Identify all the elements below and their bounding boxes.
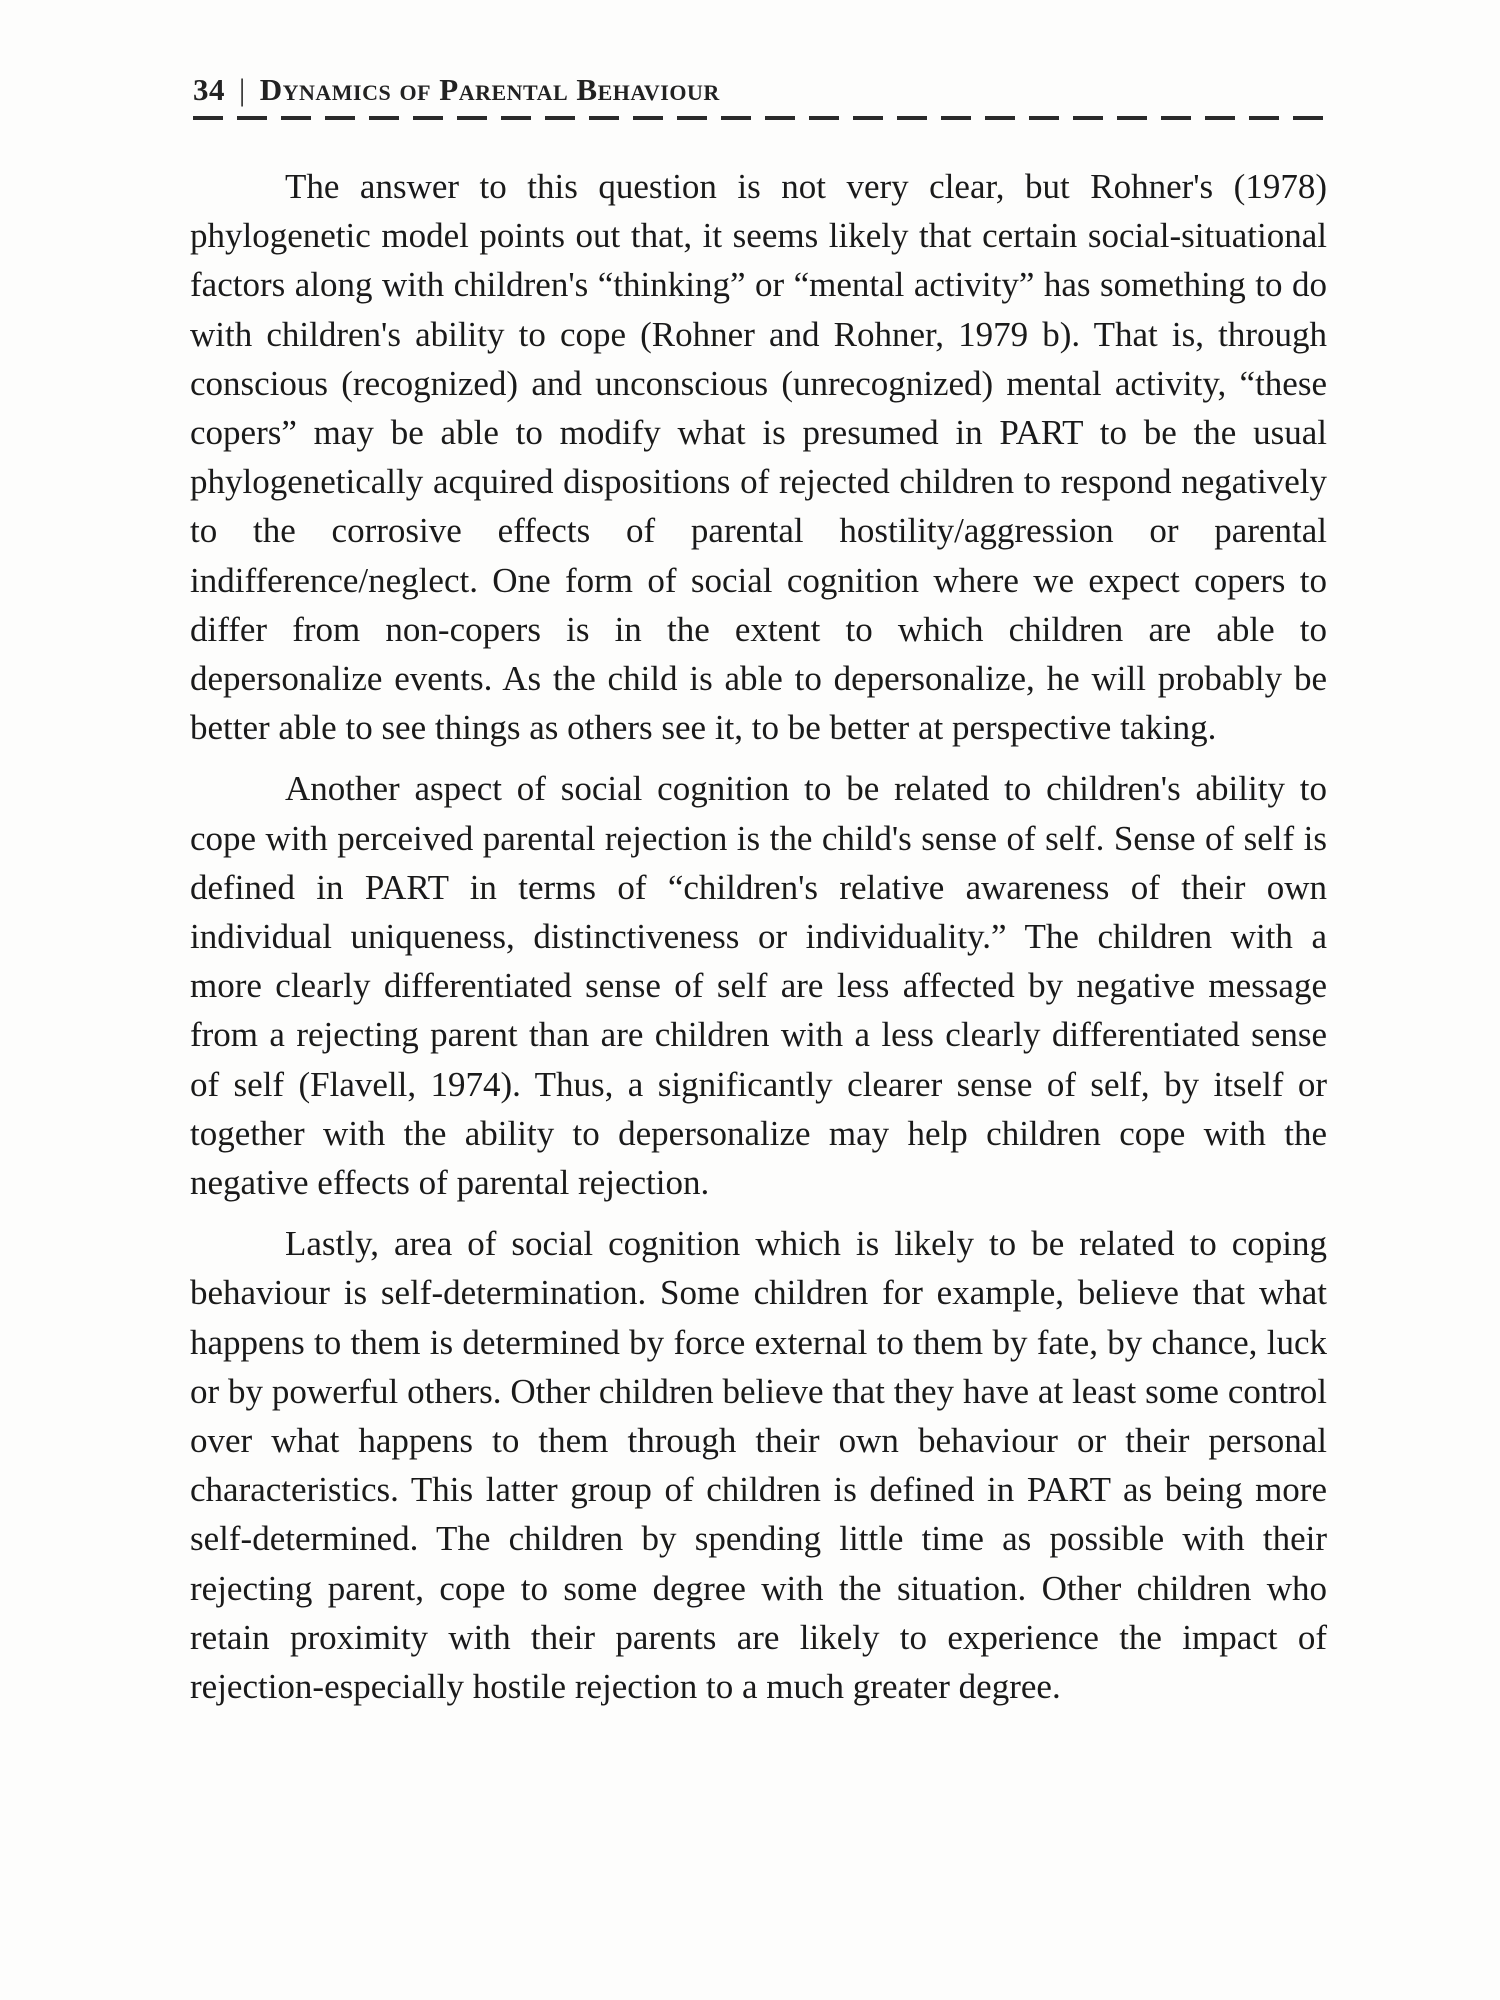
header-dashed-rule	[193, 116, 1325, 120]
paragraph-2: Another aspect of social cognition to be related to children's ability to cope with perceived parental rejection is the child's sense of self. Sense of self is defined in PART in terms of “children's relative awareness of their own individual uniqueness, distinctiveness or individuality.” The children with a more clearly differentiated sense of self are less affected by negative message from a rejecting parent than are children with a less clearly differentiated sense of self (Flavell, 1974). Thus, a significantly clearer sense of self, by itself or together with the ability to depersonalize may help children cope with the negative effects of parental rejection.	[190, 769, 1327, 1203]
header-separator: |	[239, 72, 246, 107]
book-title: Dynamics of Parental Behaviour	[259, 72, 720, 107]
paragraph-1: The answer to this question is not very clear, but Rohner's (1978) phylogenetic model points out that, it seems likely that certain social-situational factors along with children's “thinking” or “mental activity” has something to do with children's ability to cope (Rohner and Rohner, 1979 b). That is, through conscious (recognized) and unconscious (unrecognized) mental activity, “these copers” may be able to modify what is presumed in PART to be the usual phylogenetically acquired dispositions of rejected children to respond negatively to the corrosive effects of parental hostility/aggression or parental indifference/neglect. One form of social cognition where we expect copers to differ from non-copers is in the extent to which children are able to depersonalize events. As the child is able to depersonalize, he will probably be better able to see things as others see it, to be better at perspective taking.	[190, 167, 1327, 748]
paragraph-3: Lastly, area of social cognition which is likely to be related to coping behaviour is self-determination. Some children for example, believe that what happens to them is determined by force external to them by fate, by chance, luck or by powerful others. Other children believe that they have at least some control over what happens to them through their own behaviour or their personal characteristics. This latter group of children is defined in PART as being more self-determined. The children by spending little time as possible with their rejecting parent, cope to some degree with the situation. Other children who retain proximity with their parents are likely to experience the impact of rejection-especially hostile rejection to a much greater degree.	[190, 1224, 1327, 1707]
page-number: 34	[193, 72, 225, 107]
body-text	[190, 162, 1327, 1723]
running-header	[193, 70, 1323, 116]
